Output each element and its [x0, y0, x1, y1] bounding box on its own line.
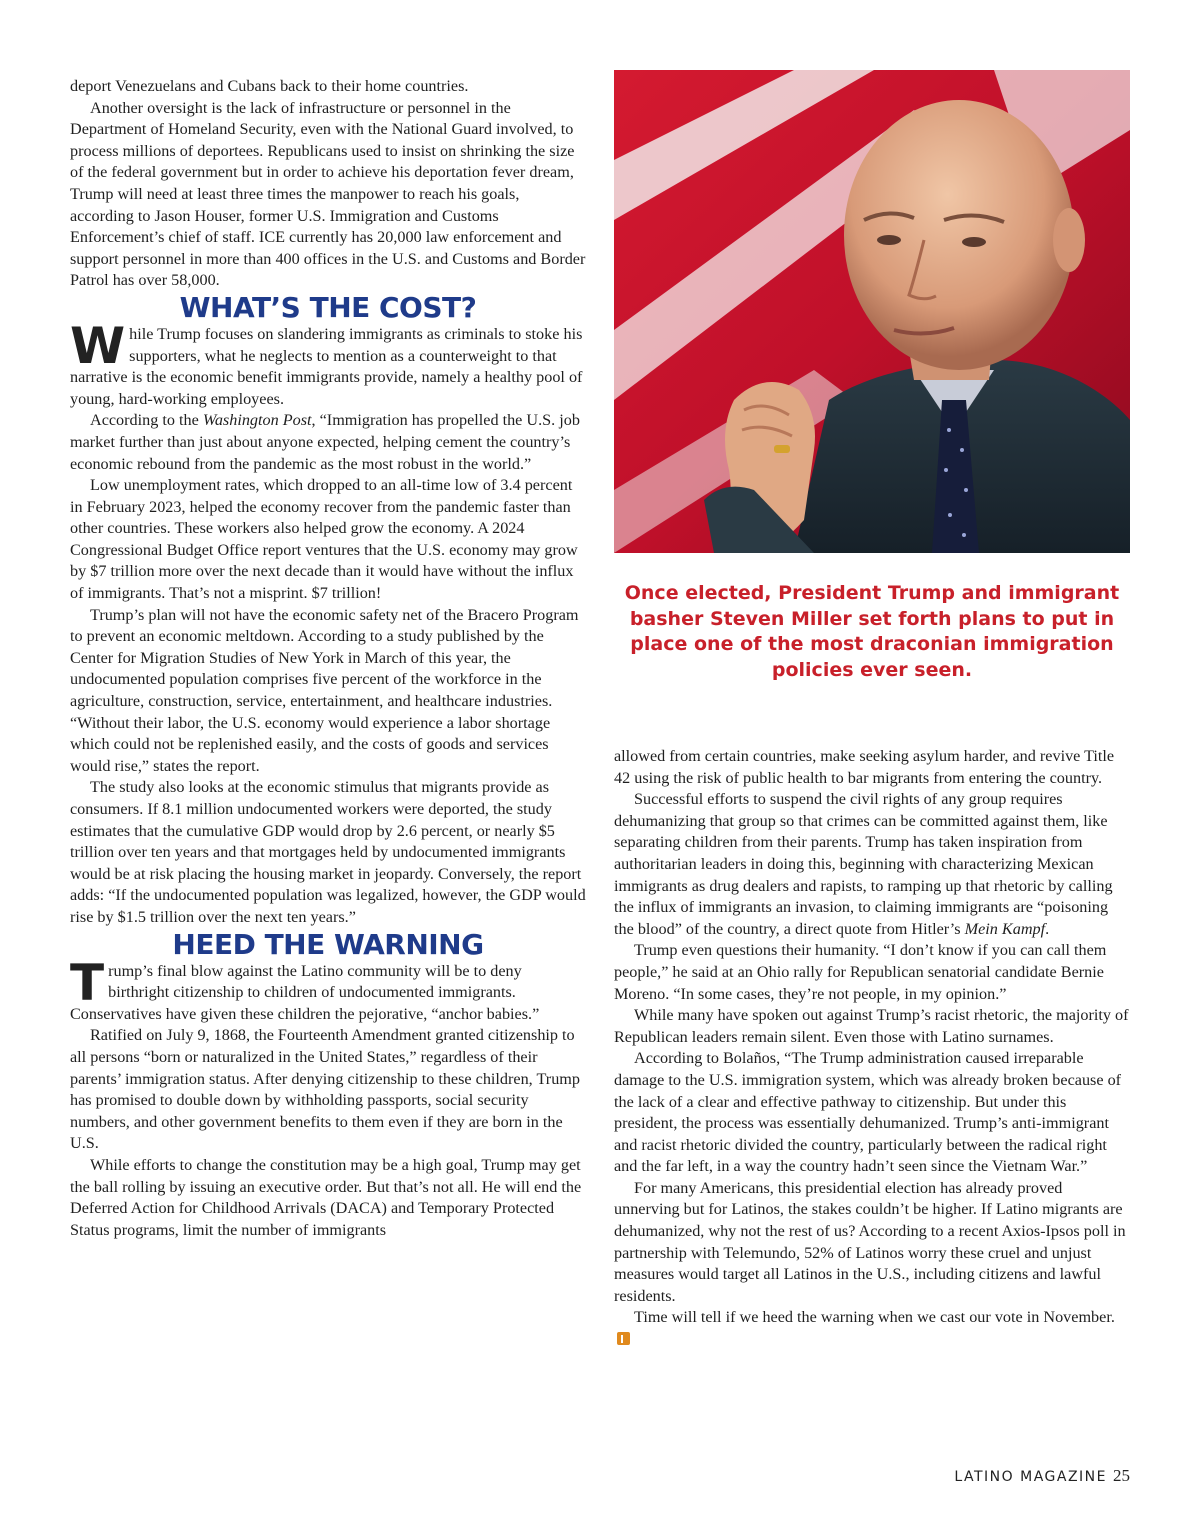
- body-paragraph: [70, 953, 586, 1026]
- section-heading-warning: HEED THE WARNING: [172, 927, 484, 961]
- page-footer: [954, 1466, 1130, 1486]
- left-column: [70, 76, 586, 1241]
- publication-name: Washington Post: [202, 411, 312, 430]
- magazine-name: LATINO MAGAZINE: [954, 1469, 1107, 1485]
- body-paragraph: Trump’s plan will not have the economic safety net of the Bracero Program to prevent an economic meltdown. According to a study published by the Center for Migration Studies of New York in March of this year, the undocumented population comprises five percent of the workforce in the agriculture, construction, service, entertainment, and healthcare industries. “Without their labor, the U.S. economy would experience a labor shortage which could not be replenished easily, and the costs of goods and services would rise,” states the report.: [70, 605, 579, 775]
- body-paragraph: Ratified on July 9, 1868, the Fourteenth Amendment granted citizenship to all persons “born or naturalized in the United States,” regardless of their parents’ immigration status. After denying citizenship to these children, Trump has promised to double down by withholding passports, social security numbers, and other government benefits to them even if they are born in the U.S.: [70, 1026, 580, 1153]
- body-paragraph: deport Venezuelans and Cubans back to their home countries.: [70, 77, 469, 95]
- page-number: 25: [1113, 1466, 1130, 1485]
- body-paragraph: Low unemployment rates, which dropped to an all-time low of 3.4 percent in February 2023, helped the economy recover from the pandemic faster than other countries. These workers also helped grow the economy. A 2024 Congressional Budget Office report ventures that the U.S. economy may grow by $7 trillion more over the next decade than it would have without the influx of immigrants. That’s not a misprint. $7 trillion!: [70, 476, 578, 603]
- body-paragraph: The study also looks at the economic stimulus that migrants provide as consumers. If 8.1 million undocumented workers were deported, the study estimates that the cumulative GDP would drop by 2.6 percent, or nearly $5 trillion over ten years and that mortgages held by undocumented immigrants would be at risk placing the housing market in jeopardy. Conversely, the report adds: “If the undocumented population was legalized, however, the GDP would rise by $1.5 trillion over the next ten years.”: [70, 778, 586, 926]
- body-paragraph: [70, 410, 586, 475]
- end-mark-icon: [617, 1332, 630, 1345]
- body-paragraph: Another oversight is the lack of infrastructure or personnel in the Department of Homeland Security, even with the National Guard involved, to process millions of deportees. Republicans used to insist on shrinking the size of the federal government but in order to achieve his deportation fever dream, Trump will need at least three times the manpower to reach his goals, according to Jason Houser, former U.S. Immigration and Customs Enforcement’s chief of staff. ICE currently has 20,000 law enforcement and support personnel in more than 400 offices in the U.S. and Customs and Border Patrol has over 58,000.: [70, 98, 586, 290]
- right-column: [614, 746, 1130, 1351]
- paragraph-text: According to the: [90, 411, 203, 430]
- section-heading-cost: WHAT’S THE COST?: [179, 290, 477, 324]
- body-paragraph: Trump even questions their humanity. “I don’t know if you can call them people,” he said at an Ohio rally for Republican senatorial candidate Bernie Moreno. “In some cases, they’re not people, in my opinion.”: [614, 941, 1107, 1003]
- drop-cap: T: [70, 953, 105, 1012]
- body-paragraph: allowed from certain countries, make seeking asylum harder, and revive Title 42 using the risk of public health to bar migrants from entering the country.: [614, 747, 1115, 787]
- paragraph-text: .: [1045, 919, 1050, 938]
- paragraph-text: , “Immigration has propelled the U.S. job market further than just about anyone expected, helping cement the country’s economic rebound from the pandemic as the most robust in the world.”: [70, 411, 580, 473]
- drop-cap: W: [70, 316, 126, 375]
- paragraph-text: rump’s final blow against the Latino community will be to deny birthright citizenship to children of undocumented immigrants. Conservatives have given these children the pejorative, “anchor babies.”: [70, 961, 540, 1023]
- body-paragraph: For many Americans, this presidential election has already proved unnerving but for Latinos, the stakes couldn’t be higher. If Latino migrants are dehumanized, why not the rest of us? According to a recent Axios-Ipsos poll in partnership with Telemundo, 52% of Latinos worry these cruel and unjust measures would target all Latinos in the U.S., including citizens and lawful residents.: [614, 1178, 1126, 1305]
- book-title: Mein Kampf: [964, 919, 1046, 938]
- body-paragraph: [614, 789, 1130, 940]
- body-paragraph: While many have spoken out against Trump’s racist rhetoric, the majority of Republican leaders remain silent. Even those with Latino surnames.: [614, 1006, 1129, 1046]
- body-paragraph: [70, 316, 586, 410]
- body-paragraph: [614, 1307, 1130, 1350]
- paragraph-text: Successful efforts to suspend the civil rights of any group requires dehumanizing that group so that crimes can be committed against them, like separating children from their parents. Trump has taken inspiration from authoritarian leaders in doing this, beginning with characterizing Mexican immigrants as drug dealers and rapists, to ramping up that rhetoric by calling the influx of immigrants an invasion, to claiming immigrants are “poisoning the blood” of the country, a direct quote from Hitler’s: [614, 790, 1113, 938]
- paragraph-text: hile Trump focuses on slandering immigrants as criminals to stoke his supporters, what he neglects to mention as a counterweight to that narrative is the economic benefit immigrants provide, namely a healthy pool of young, hard-working employees.: [70, 324, 583, 408]
- photo-caption: Once elected, President Trump and immigrant basher Steven Miller set forth plans to put in place one of the most draconian immigration policies ever seen.: [624, 582, 1120, 681]
- body-paragraph: While efforts to change the constitution may be a high goal, Trump may get the ball rolling by issuing an executive order. But that’s not all. He will end the Deferred Action for Childhood Arrivals (DACA) and Temporary Protected Status programs, limit the number of immigrants: [70, 1155, 582, 1239]
- paragraph-text: Time will tell if we heed the warning when we cast our vote in November.: [634, 1308, 1115, 1327]
- body-paragraph: According to Bolaños, “The Trump administration caused irreparable damage to the U.S. immigration system, which was already broken because of the lack of a clear and effective pathway to citizenship. But under this president, the process was essentially dehumanized. Trump’s anti-immigrant and racist rhetoric divided the country, particularly between the radical right and the far left, in a way the country hadn’t seen since the Vietnam War.”: [614, 1049, 1122, 1176]
- portrait-photo: [614, 70, 1130, 553]
